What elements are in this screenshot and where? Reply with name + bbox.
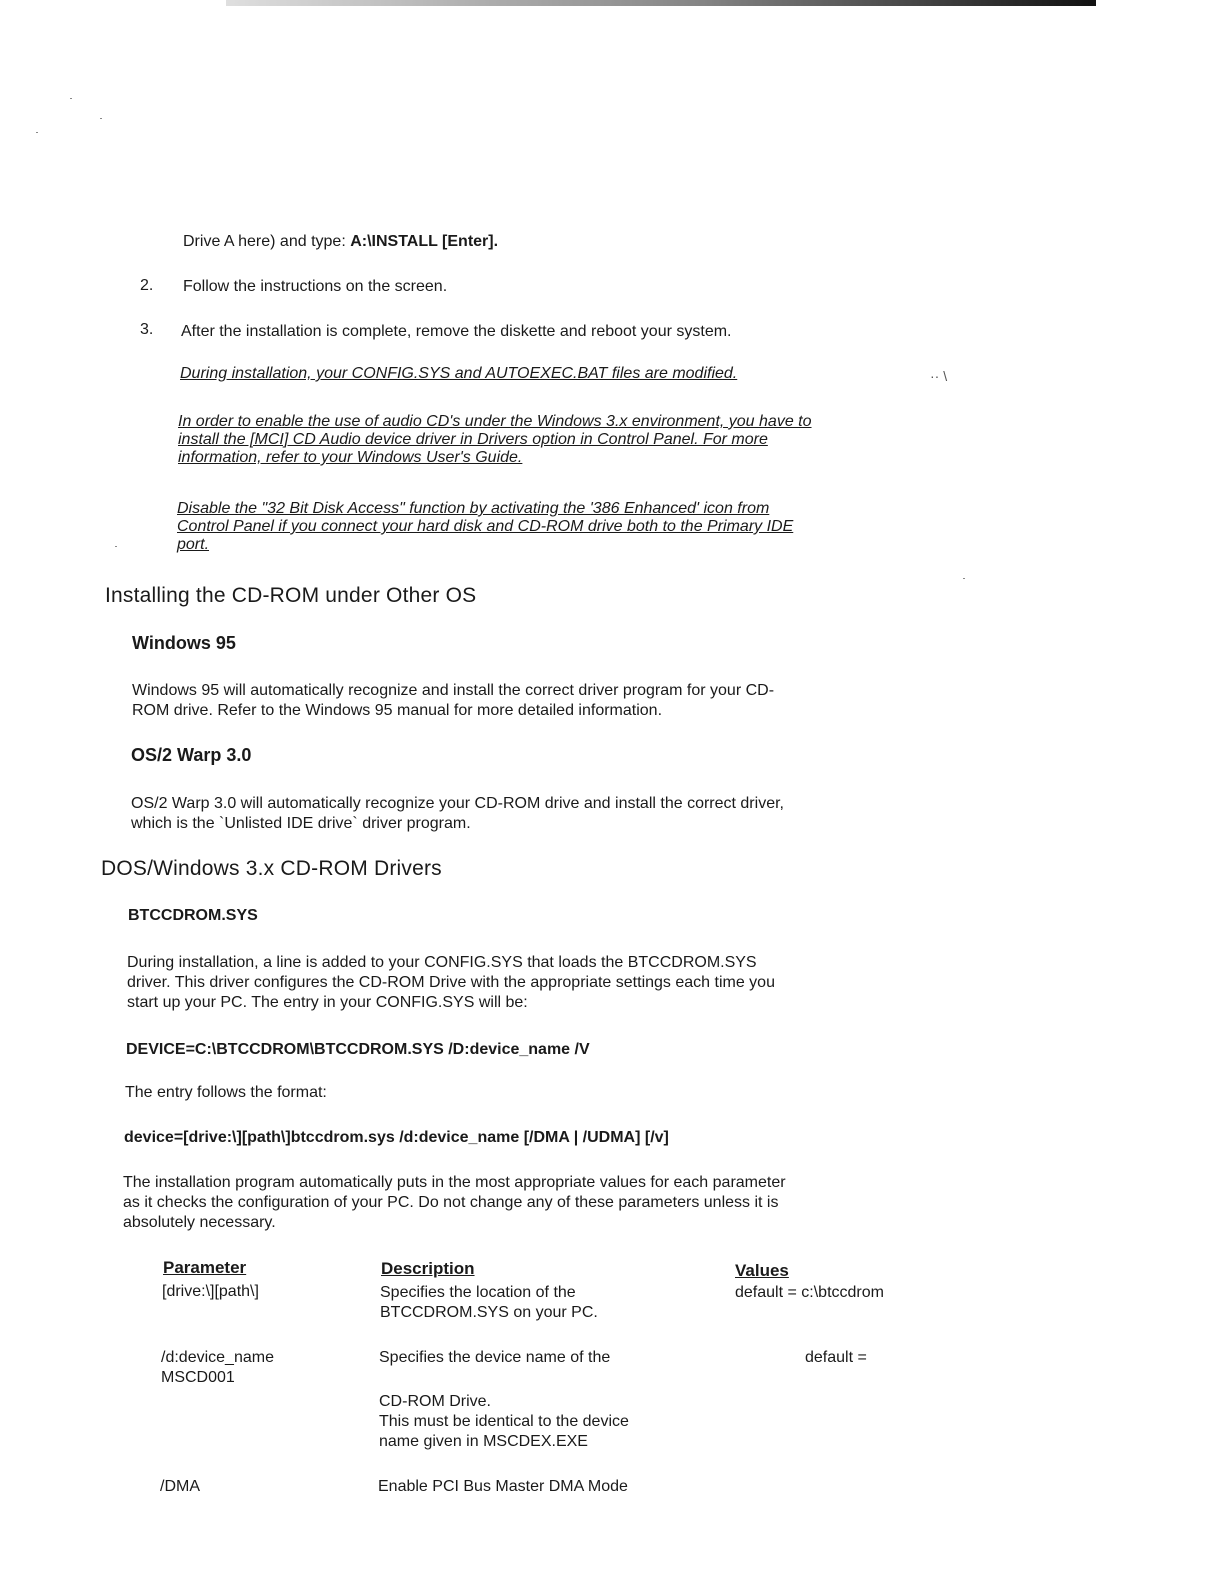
step2-text: Follow the instructions on the screen. (183, 278, 448, 295)
row1-parameter: [drive:\][path\] (162, 1283, 259, 1300)
subheading-os2-warp: OS/2 Warp 3.0 (131, 745, 252, 765)
paragraph-line: OS/2 Warp 3.0 will automatically recognize your CD-ROM drive and install the correct driver, (131, 795, 784, 812)
scan-speck (115, 546, 117, 547)
scan-top-border (226, 0, 1096, 6)
parameters-paragraph (123, 1173, 786, 1233)
description-line: CD-ROM Drive. (379, 1393, 491, 1410)
note-line: install the [MCI] CD Audio device driver in Drivers option in Control Panel. For more (178, 431, 768, 448)
description-line: BTCCDROM.SYS on your PC. (380, 1304, 598, 1321)
paragraph-line: start up your PC. The entry in your CONFIG.SYS will be: (127, 994, 528, 1011)
scan-speck (963, 578, 965, 579)
step2-number: 2. (140, 277, 154, 294)
paragraph-line: During installation, a line is added to your CONFIG.SYS that loads the BTCCDROM.SYS (127, 954, 757, 971)
description-line: Specifies the location of the (380, 1284, 576, 1301)
config-device-line: DEVICE=C:\BTCCDROM\BTCCDROM.SYS /D:device_name /V (126, 1041, 590, 1058)
column-header-parameter: Parameter (163, 1258, 247, 1277)
paragraph-line: absolutely necessary. (123, 1214, 276, 1231)
row1-description (380, 1283, 598, 1323)
step3-number: 3. (140, 321, 154, 338)
note-line: information, refer to your Windows User's Guide. (178, 449, 523, 466)
description-line: This must be identical to the device (379, 1413, 629, 1430)
column-header-description: Description (381, 1259, 475, 1278)
scan-speck (70, 98, 72, 99)
install-command: A:\INSTALL [Enter]. (350, 233, 499, 250)
scan-mark: ·· \ (930, 368, 948, 384)
note-line: port. (177, 536, 210, 553)
note-line: In order to enable the use of audio CD's under the Windows 3.x environment, you have to (178, 413, 812, 430)
step1-text: Drive A here) and type: (183, 233, 351, 250)
note-config-modified: During installation, your CONFIG.SYS and AUTOEXEC.BAT files are modified. (180, 365, 738, 382)
parameter-line: /d:device_name (161, 1349, 274, 1366)
subheading-windows-95: Windows 95 (132, 633, 236, 653)
note-audio-cd (178, 413, 812, 467)
format-syntax-line: device=[drive:\][path\]btccdrom.sys /d:device_name [/DMA | /UDMA] [/v] (124, 1129, 669, 1146)
row2-description-more (379, 1392, 629, 1452)
row2-description-line1: Specifies the device name of the (379, 1349, 611, 1366)
scan-speck (100, 118, 102, 119)
paragraph-line: driver. This driver configures the CD-ROM Drive with the appropriate settings each time you (127, 974, 775, 991)
section-heading-other-os: Installing the CD-ROM under Other OS (105, 584, 477, 607)
note-32bit-disk-access (177, 500, 793, 554)
row2-parameter (161, 1348, 274, 1388)
row3-parameter: /DMA (160, 1478, 200, 1495)
paragraph-line: Windows 95 will automatically recognize and install the correct driver program for your CD- (132, 682, 775, 699)
note-line: Disable the "32 Bit Disk Access" function by activating the '386 Enhanced' icon from (177, 500, 770, 517)
row2-value: default = (805, 1349, 867, 1366)
step3-text: After the installation is complete, remove the diskette and reboot your system. (181, 323, 732, 340)
os2-paragraph (131, 794, 784, 834)
description-line: name given in MSCDEX.EXE (379, 1433, 588, 1450)
paragraph-line: ROM drive. Refer to the Windows 95 manual for more detailed information. (132, 702, 663, 719)
scan-speck (36, 132, 38, 133)
step1-continuation (183, 232, 498, 252)
subheading-btccdrom-sys: BTCCDROM.SYS (128, 907, 258, 924)
parameter-line: MSCD001 (161, 1369, 235, 1386)
paragraph-line: as it checks the configuration of your PC. Do not change any of these parameters unless it is (123, 1194, 779, 1211)
paragraph-line: which is the `Unlisted IDE drive` driver program. (131, 815, 471, 832)
format-intro: The entry follows the format: (125, 1084, 327, 1101)
windows-95-paragraph (132, 681, 774, 721)
row1-value: default = c:\btccdrom (735, 1284, 884, 1301)
note-line: Control Panel if you connect your hard disk and CD-ROM drive both to the Primary IDE (177, 518, 794, 535)
paragraph-line: The installation program automatically puts in the most appropriate values for each parameter (123, 1174, 786, 1191)
column-header-values: Values (735, 1261, 789, 1280)
btccdrom-intro-paragraph (127, 953, 775, 1013)
section-heading-dos-drivers: DOS/Windows 3.x CD-ROM Drivers (101, 857, 442, 880)
row3-description: Enable PCI Bus Master DMA Mode (378, 1478, 628, 1495)
